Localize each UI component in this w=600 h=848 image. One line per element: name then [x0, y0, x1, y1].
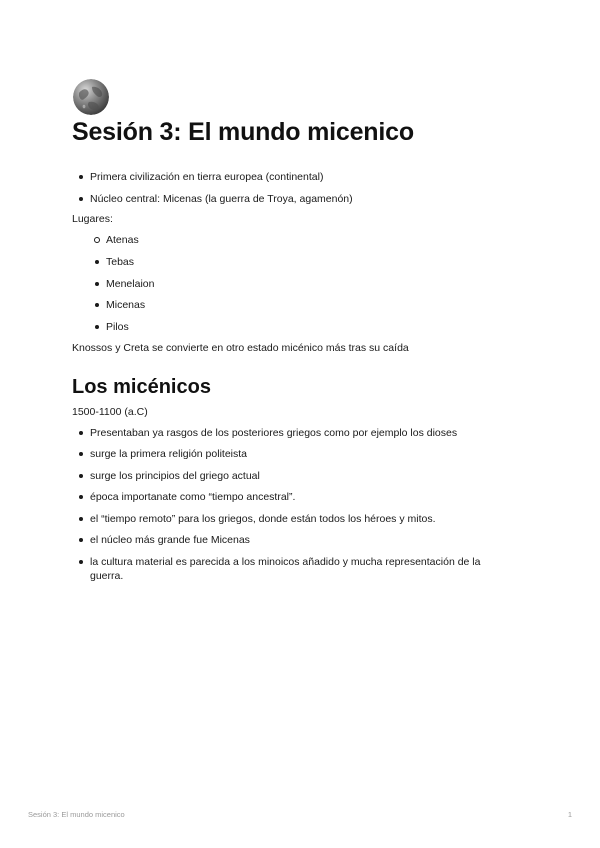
knossos-note: Knossos y Creta se convierte en otro estado micénico más tras su caída [72, 341, 409, 354]
list-item: Presentaban ya rasgos de los posteriores griegos como por ejemplo los dioses [72, 426, 512, 440]
list-item: el núcleo más grande fue Micenas [72, 533, 512, 547]
list-item: época importanate como “tiempo ancestral”. [72, 490, 512, 504]
places-sublist [72, 255, 512, 334]
list-item: Micenas [90, 298, 512, 312]
section-heading: Los micénicos [72, 375, 211, 398]
globe-icon [73, 79, 109, 115]
list-item: surge la primera religión politeista [72, 447, 512, 461]
list-item: Menelaion [90, 277, 512, 291]
places-sublist-circle [72, 233, 512, 247]
list-item: Primera civilización en tierra europea (continental) [72, 170, 512, 184]
list-item: Pilos [90, 320, 512, 334]
list-item: Núcleo central: Micenas (la guerra de Troya, agamenón) [72, 192, 512, 206]
list-item: surge los principios del griego actual [72, 469, 512, 483]
page-content [72, 170, 512, 590]
footer-title: Sesión 3: El mundo micenico [28, 810, 125, 819]
page-title: Sesión 3: El mundo micenico [72, 118, 414, 146]
section-list [72, 426, 512, 583]
intro-list [72, 170, 512, 206]
list-item: Atenas [90, 233, 512, 247]
page-number: 1 [567, 810, 572, 819]
places-label: Lugares: [72, 213, 113, 225]
list-item: la cultura material es parecida a los minoicos añadido y mucha representación de la guerra. [72, 555, 512, 583]
list-item: Tebas [90, 255, 512, 269]
date-range: 1500-1100 (a.C) [72, 405, 148, 418]
list-item: el “tiempo remoto” para los griegos, donde están todos los héroes y mitos. [72, 512, 512, 526]
